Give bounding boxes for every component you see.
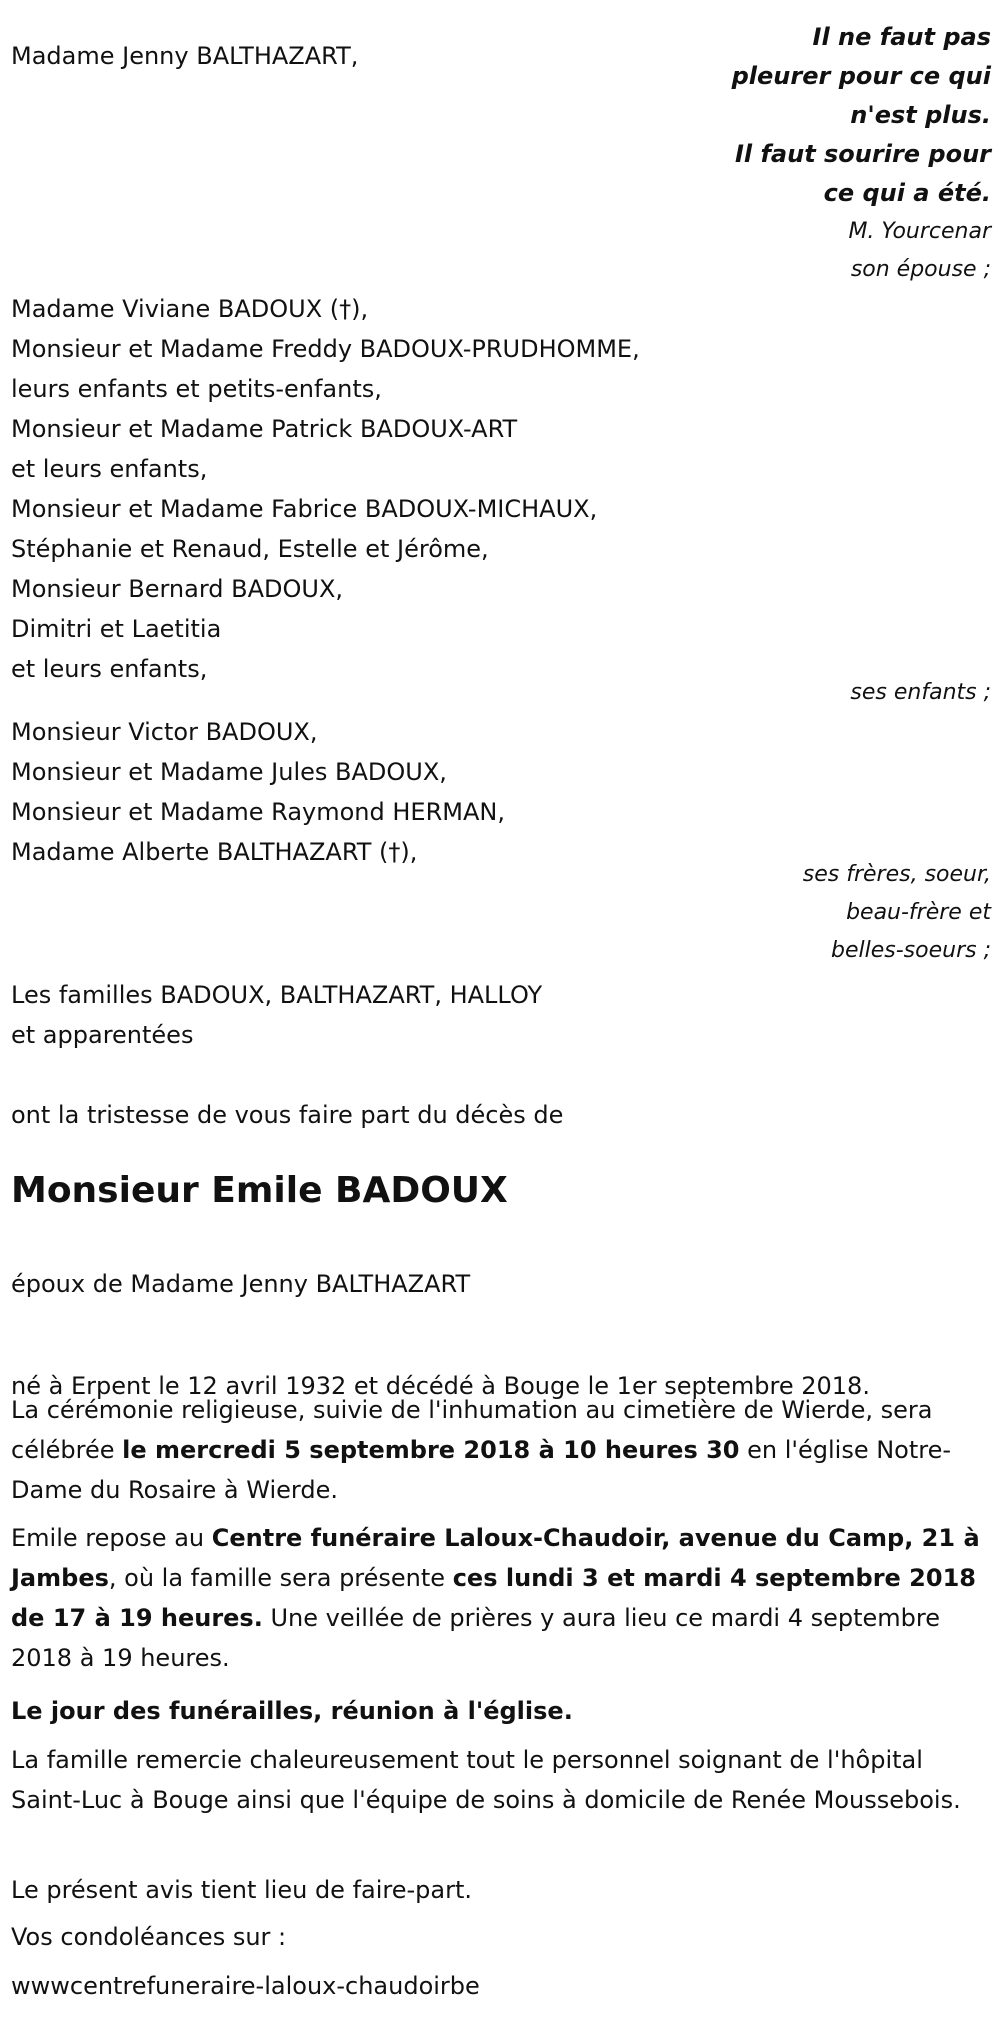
condolences-website-link[interactable]: wwwcentrefuneraire-laloux-chaudoirbe xyxy=(11,1972,480,2000)
repose-paragraph xyxy=(11,1518,996,1678)
children-relation: ses enfants ; xyxy=(850,680,991,705)
ceremony-text: La cérémonie religieuse, suivie de l'inhumation au cimetière de Wierde, sera célébrée xyxy=(11,1396,933,1464)
repose-text: , où la famille sera présente xyxy=(108,1564,453,1592)
family-line: Monsieur et Madame Patrick BADOUX-ART xyxy=(11,415,518,443)
deceased-name: Monsieur Emile BADOUX xyxy=(11,1170,508,1211)
funeral-day-text: Le jour des funérailles, réunion à l'église. xyxy=(11,1697,573,1725)
family-line: Les familles BADOUX, BALTHAZART, HALLOY xyxy=(11,981,543,1009)
family-line: leurs enfants et petits-enfants, xyxy=(11,375,382,403)
quote-line: ce qui a été. xyxy=(823,179,991,207)
funeral-center: Centre funéraire Laloux-Chaudoir, avenue du Camp, 21 à Jambes xyxy=(11,1524,980,1592)
quote-author: M. Yourcenar xyxy=(848,219,991,244)
condolences-label: Vos condoléances sur : xyxy=(11,1923,287,1951)
announcement-text: ont la tristesse de vous faire part du décès de xyxy=(11,1101,564,1129)
family-line: Monsieur Bernard BADOUX, xyxy=(11,575,344,603)
spouse-line xyxy=(11,1264,991,1304)
quote-block xyxy=(732,18,991,289)
visiting-hours: ces lundi 3 et mardi 4 septembre 2018 de 17 à 19 heures. xyxy=(11,1564,976,1632)
announcement xyxy=(11,1095,991,1135)
family-line: et leurs enfants, xyxy=(11,455,208,483)
birth-death-text: né à Erpent le 12 avril 1932 et décédé à Bouge le 1er septembre 2018. xyxy=(11,1372,870,1400)
ceremony-text: en l'église Notre-Dame du Rosaire à Wierde. xyxy=(11,1436,952,1504)
repose-text: Emile repose au xyxy=(11,1524,212,1552)
family-line: et leurs enfants, xyxy=(11,655,208,683)
siblings-list xyxy=(11,712,991,872)
family-line: Monsieur Victor BADOUX, xyxy=(11,718,318,746)
thanks-paragraph: La famille remercie chaleureusement tout le personnel soignant de l'hôpital Saint-Luc à Bouge ainsi que l'équipe de soins à domicile de Renée Moussebois. xyxy=(11,1746,961,1814)
quote-line: n'est plus. xyxy=(850,101,991,129)
quote-line: Il ne faut pas xyxy=(812,23,991,51)
ceremony-date: le mercredi 5 septembre 2018 à 10 heures 30 xyxy=(122,1436,740,1464)
recipient-text: Madame Jenny BALTHAZART, xyxy=(11,42,359,70)
siblings-relation xyxy=(803,856,991,970)
family-line: Monsieur et Madame Fabrice BADOUX-MICHAUX, xyxy=(11,495,598,523)
family-line: Monsieur et Madame Jules BADOUX, xyxy=(11,758,447,786)
family-line: Monsieur et Madame Raymond HERMAN, xyxy=(11,798,505,826)
relation-line: ses frères, soeur, xyxy=(802,862,991,887)
spouse-relation: son épouse ; xyxy=(850,257,991,282)
ceremony-paragraph xyxy=(11,1390,996,1510)
family-line: et apparentées xyxy=(11,1021,194,1049)
relation-line: beau-frère et xyxy=(846,900,991,925)
quote-line: Il faut sourire pour xyxy=(734,140,991,168)
quote-line: pleurer pour ce qui xyxy=(731,62,991,90)
children-list xyxy=(11,289,991,689)
family-line: Madame Alberte BALTHAZART (†), xyxy=(11,838,418,866)
funeral-day xyxy=(11,1691,996,1731)
families-list xyxy=(11,975,991,1055)
notice-text: Le présent avis tient lieu de faire-part. xyxy=(11,1876,473,1904)
family-line: Dimitri et Laetitia xyxy=(11,615,222,643)
family-line: Monsieur et Madame Freddy BADOUX-PRUDHOMME, xyxy=(11,335,640,363)
family-line: Stéphanie et Renaud, Estelle et Jérôme, xyxy=(11,535,489,563)
family-line: Madame Viviane BADOUX (†), xyxy=(11,295,369,323)
spouse-text: époux de Madame Jenny BALTHAZART xyxy=(11,1270,471,1298)
repose-text: Une veillée de prières y aura lieu ce mardi 4 septembre 2018 à 19 heures. xyxy=(11,1604,941,1672)
relation-line: belles-soeurs ; xyxy=(831,938,991,963)
